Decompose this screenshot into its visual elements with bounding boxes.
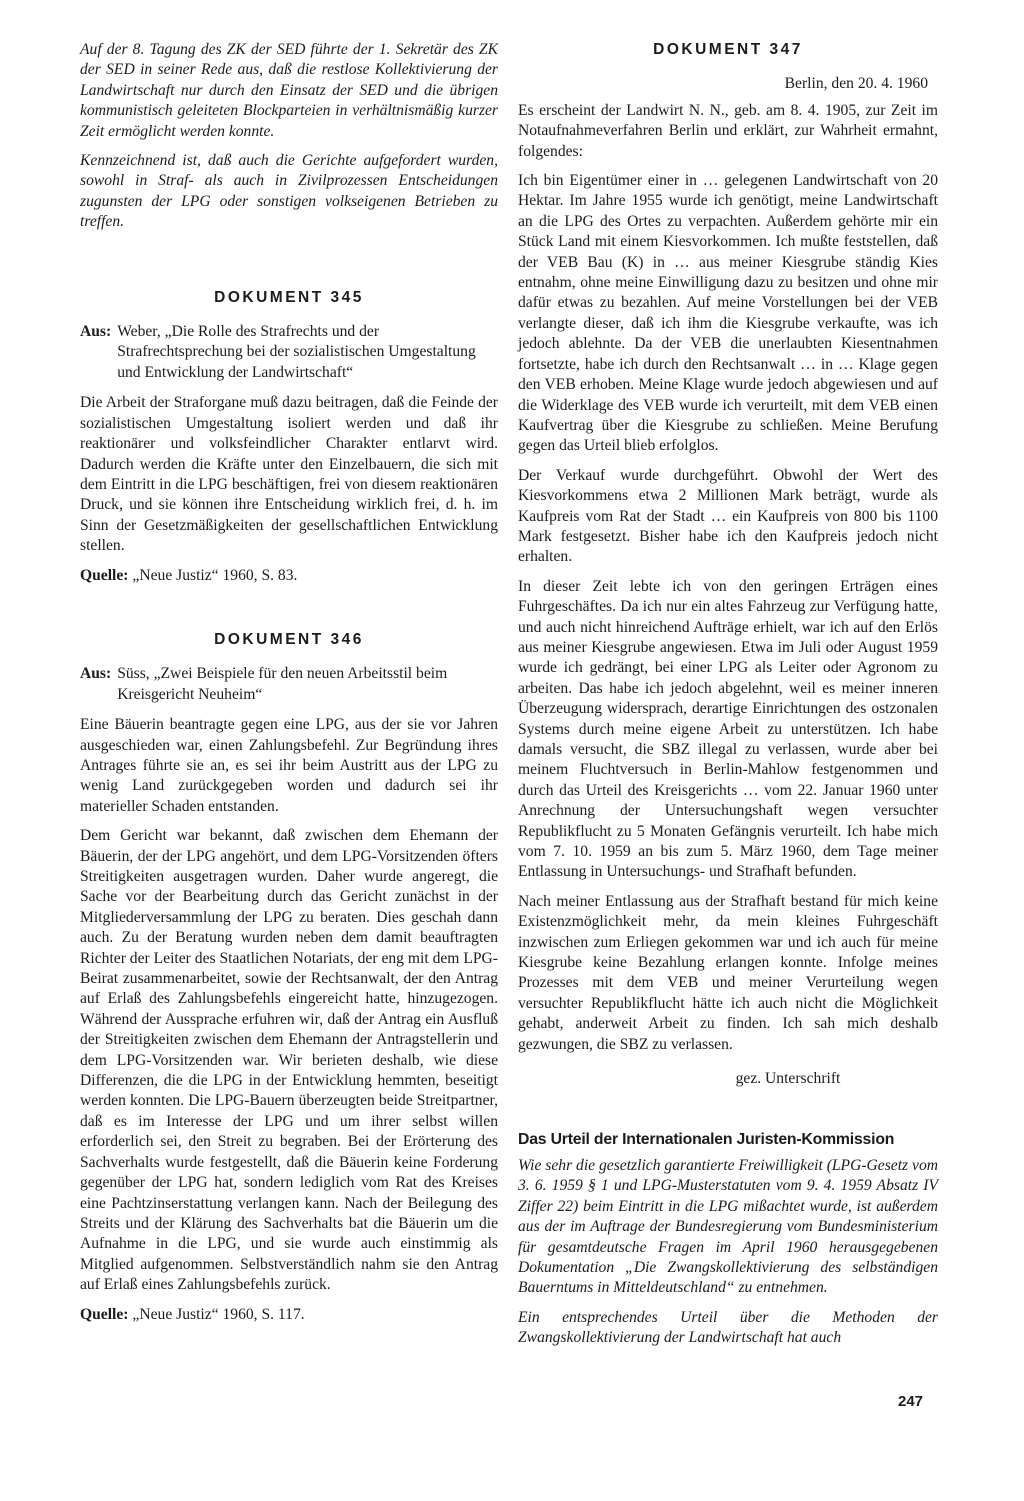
spacer xyxy=(518,1090,938,1130)
document-346-quelle xyxy=(80,1305,498,1325)
document-347-heading: DOKUMENT 347 xyxy=(653,41,803,58)
document-346-source-line xyxy=(80,664,498,705)
document-347-paragraph: Es erscheint der Landwirt N. N., geb. am 8. 4. 1905, zur Zeit im Notaufnahmeverfahren Berlin und erklärt, zur Wahrheit ermahnt, folgendes: xyxy=(518,101,938,160)
aus-text: Weber, „Die Rolle des Strafrechts und der Strafrechtsprechung bei der sozialistischen Umgestaltung und Entwicklung der Landwirtschaft“ xyxy=(117,323,476,381)
section-heading: Das Urteil der Internationalen Juristen-Kommission xyxy=(518,1130,895,1148)
page-number: 247 xyxy=(898,1393,924,1410)
document-347-paragraph: Nach meiner Entlassung aus der Strafhaft bestand für mich keine Existenzmöglichkeit mehr, da mein kleines Fuhrgeschäft inzwischen zum Erliegen gekommen war und ich auch für meine Kiesgrube keine Bezahlung erlangen konnte. Infolge meines Prozesses mit dem VEB und meiner Verurteilung wegen versuchter Republikflucht hätte ich auch nicht die Möglichkeit gehabt, anderweit Arbeit zu finden. Ich sah mich deshalb gezwungen, die SBZ zu verlassen. xyxy=(518,892,938,1053)
quelle-label: Quelle: xyxy=(80,566,129,584)
spacer xyxy=(80,242,498,288)
signature-line: gez. Unterschrift xyxy=(735,1070,841,1088)
intro-paragraph: Kennzeichnend ist, daß auch die Gerichte aufgefordert wurden, sowohl in Straf- als auch in Zivilprozessen Entscheidungen zugunsten der LPG oder sonstigen volkseigenen Betrieben zu treffen. xyxy=(80,152,498,231)
place-date: Berlin, den 20. 4. 1960 xyxy=(784,75,928,93)
section-paragraph: Wie sehr die gesetzlich garantierte Freiwilligkeit (LPG-Gesetz vom 3. 6. 1959 § 1 und LPG-Musterstatuten vom 9. 4. 1959 Absatz IV Ziffer 22) beim Eintritt in die LPG mißachtet wurde, ist außerdem aus der im Auftrage der Bundesregierung vom Bundesministerium für gesamtdeutsche Fragen im April 1960 herausgegebenen Dokumentation „Die Zwangskollektivierung des selbständigen Bauerntums in Mitteldeutschland“ zu entnehmen. xyxy=(518,1156,938,1297)
section-paragraph: Ein entsprechendes Urteil über die Methoden der Zwangskollektivierung der Landwirtschaft hat auch xyxy=(518,1308,938,1347)
aus-label: Aus: xyxy=(80,665,112,683)
document-345-quelle xyxy=(80,566,498,586)
document-345-heading: DOKUMENT 345 xyxy=(214,288,364,306)
document-346-heading: DOKUMENT 346 xyxy=(214,630,364,648)
document-345-paragraph: Die Arbeit der Straforgane muß dazu beitragen, daß die Feinde der sozialistischen Umgestaltung isoliert werden und daß ihr reaktionärer und volksfeindlicher Charakter entlarvt wird. Dadurch werden die Kräfte unter den Einzelbauern, die sich mit dem Eintritt in die LPG beschäftigen, frei von diesem reaktionären Druck, und sie können ihre Entscheidung wirklich frei, d. h. im Sinn der Gesetzmäßigkeiten der gesellschaftlichen Entwicklung stellen. xyxy=(80,394,498,555)
spacer xyxy=(80,586,498,630)
quelle-text: „Neue Justiz“ 1960, S. 117. xyxy=(132,1305,305,1323)
document-347-paragraph: Der Verkauf wurde durchgeführt. Obwohl der Wert des Kiesvorkommens etwa 2 Millionen Mark beträgt, wurde als Kaufpreis vom Rat der Stadt … ein Kaufpreis von 800 bis 1100 Mark festgesetzt. Bisher habe ich den Kaufpreis jedoch nicht erhalten. xyxy=(518,466,938,566)
document-345-source-line xyxy=(80,322,498,383)
quelle-text: „Neue Justiz“ 1960, S. 83. xyxy=(132,566,298,584)
right-column xyxy=(518,40,938,1358)
document-347-paragraph: Ich bin Eigentümer einer in … gelegenen Landwirtschaft von 20 Hektar. Im Jahre 1955 wurde ich genötigt, meine Landwirtschaft an die LPG des Ortes zu verpachten. Außerdem gehörte mir ein Stück Land mit einem Kiesvorkommen. Ich mußte feststellen, daß der VEB Bau (K) in … aus meiner Kiesgrube ständig Kies entnahm, ohne meine Einwilligung dazu zu besitzen und ohne mir dafür etwas zu bezahlen. Auf meine Vorstellungen bei der VEB verlangte dieser, daß ich ihm die Kiesgrube verkaufte, was ich jedoch ablehnte. Da der VEB die unerlaubten Kiesentnahmen fortsetzte, habe ich durch den Rechtsanwalt … in … Klage gegen den VEB erhoben. Meine Klage wurde jedoch abgewiesen und auf die Widerklage des VEB wurde ich verurteilt, mit dem VEB einen Kaufvertrag über die Kiesgrube zu schließen. Meine Berufung gegen das Urteil blieb erfolglos. xyxy=(518,172,938,455)
aus-label: Aus: xyxy=(80,323,112,341)
intro-paragraph: Auf der 8. Tagung des ZK der SED führte der 1. Sekretär des ZK der SED in seiner Rede aus, daß die restlose Kollektivierung der Landwirtschaft nur durch den Einsatz der SED und die übrigen kommunistisch geleiteten Blockparteien in verhältnismäßig kurzer Zeit ermöglicht werden konnte. xyxy=(80,41,498,140)
aus-text: Süss, „Zwei Beispiele für den neuen Arbeitsstil beim Kreisgericht Neuheim“ xyxy=(117,665,448,703)
left-column xyxy=(80,40,498,1325)
document-347-paragraph: In dieser Zeit lebte ich von den geringen Erträgen eines Fuhrgeschäftes. Da ich nur ein altes Fahrzeug zur Verfügung hatte, und auch nicht hinreichend Aufträge erhielt, war ich auf den Erlös aus meiner Kiesgrube angewiesen. Etwa im Juli oder August 1959 wurde ich gedrängt, bei einer LPG als Leiter oder Agronom zu arbeiten. Das habe ich jedoch abgelehnt, weil es meiner inneren Überzeugung widersprach, derartige Einrichtungen des ostzonalen Systems durch meine eigene Arbeit zu unterstützen. Ich habe damals versucht, die SBZ illegal zu verlassen, wurde aber bei meinem Fluchtversuch in Berlin-Mahlow festgenommen und durch das Urteil des Kreisgerichts … vom 22. Januar 1960 unter Anrechnung der Untersuchungshaft wegen versuchter Republikflucht zu 5 Monaten Gefängnis verurteilt. Ich habe mich vom 7. 10. 1959 an bis zum 5. März 1960, dem Tage meiner Entlassung in Untersuchungs- und Strafhaft befunden. xyxy=(518,577,938,881)
quelle-label: Quelle: xyxy=(80,1305,129,1323)
document-346-paragraph: Dem Gericht war bekannt, daß zwischen dem Ehemann der Bäuerin, der der LPG angehört, und dem LPG-Vorsitzenden öfters Streitigkeiten ausgetragen wurden. Daher wurde angeregt, die Sache vor der Bearbeitung durch das Gericht zunächst in der Mitgliederversammlung der LPG zu beraten. Dies geschah dann auch. Zu der Beratung wurden neben dem damit beauftragten Richter der Leiter des Staatlichen Notariats, der eng mit dem LPG-Beirat zusammenarbeitet, sowie der Rechtsanwalt, der den Antrag auf Erlaß des Zahlungsbefehls eingereicht hatte, hinzugezogen. Während der Aussprache erfuhren wir, daß der Antrag ein Ausfluß der Streitigkeiten zwischen dem Ehemann der Antragstellerin und dem LPG-Vorsitzenden war. Wir berieten deshalb, wie diese Differenzen, die die LPG in der Entwicklung hemmten, beseitigt werden konnten. Die LPG-Bauern überzeugten beide Streitpartner, daß es im Interesse der LPG und um ihrer selbst willen erforderlich sei, den Streit zu begraben. Bei der Erörterung des Sachverhalts wurde festgestellt, daß die Bäuerin keine Forderung gegenüber der LPG hat, sondern lediglich vom Rat des Kreises eine Pachtzinserstattung verlangen kann. Nach der Beilegung des Streits und der Klärung des Sachverhalts bat die Bäuerin um die Aufnahme in die LPG, und sie wurde auch einstimmig als Mitglied aufgenommen. Selbstverständlich nahm sie den Antrag auf Erlaß eines Zahlungsbefehls zurück. xyxy=(80,827,498,1294)
document-346-paragraph: Eine Bäuerin beantragte gegen eine LPG, aus der sie vor Jahren ausgeschieden war, einen Zahlungsbefehl. Zur Begründung ihres Antrages führte sie an, es sei ihr beim Austritt aus der LPG zu wenig Land zurückgegeben worden und dadurch sei ihr materieller Schaden entstanden. xyxy=(80,716,498,815)
